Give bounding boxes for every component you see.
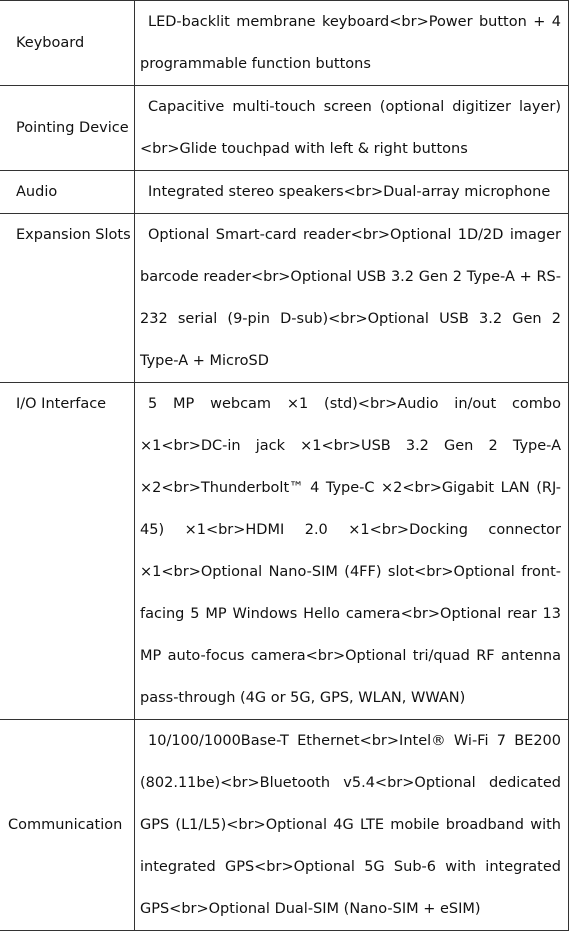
spec-label-communication: Communication	[0, 720, 135, 931]
spec-value-pointing-device: Capacitive multi-touch screen (optional digitizer layer)<br>Glide touchpad with left & right buttons	[135, 86, 569, 171]
spec-label-audio: Audio	[0, 171, 135, 214]
spec-label-pointing-device: Pointing Device	[0, 86, 135, 171]
spec-row-audio	[0, 171, 569, 214]
spec-value-io-interface: 5 MP webcam ×1 (std)<br>Audio in/out combo ×1<br>DC-in jack ×1<br>USB 3.2 Gen 2 Type-A ×2<br>Thunderbolt™ 4 Type-C ×2<br>Gigabit LAN (RJ-45) ×1<br>HDMI 2.0 ×1<br>Docking connector ×1<br>Optional Nano-SIM (4FF) slot<br>Optional front-facing 5 MP Windows Hello camera<br>Optional rear 13 MP auto-focus camera<br>Optional tri/quad RF antenna pass-through (4G or 5G, GPS, WLAN, WWAN)	[135, 383, 569, 720]
spec-label-expansion-slots: Expansion Slots	[0, 214, 135, 383]
spec-label-keyboard: Keyboard	[0, 1, 135, 86]
spec-row-io-interface	[0, 383, 569, 720]
spec-row-pointing-device	[0, 86, 569, 171]
spec-value-expansion-slots: Optional Smart-card reader<br>Optional 1D/2D imager barcode reader<br>Optional USB 3.2 Gen 2 Type-A + RS-232 serial (9-pin D-sub)<br>Optional USB 3.2 Gen 2 Type-A + MicroSD	[135, 214, 569, 383]
spec-row-expansion-slots	[0, 214, 569, 383]
spec-value-communication: 10/100/1000Base-T Ethernet<br>Intel® Wi-Fi 7 BE200 (802.11be)<br>Bluetooth v5.4<br>Optional dedicated GPS (L1/L5)<br>Optional 4G LTE mobile broadband with integrated GPS<br>Optional 5G Sub-6 with integrated GPS<br>Optional Dual-SIM (Nano-SIM + eSIM)	[135, 720, 569, 931]
spec-label-io-interface: I/O Interface	[0, 383, 135, 720]
spec-row-keyboard	[0, 1, 569, 86]
spec-value-keyboard: LED-backlit membrane keyboard<br>Power button + 4 programmable function buttons	[135, 1, 569, 86]
spec-row-communication	[0, 720, 569, 931]
spec-value-audio: Integrated stereo speakers<br>Dual-array microphone	[135, 171, 569, 214]
